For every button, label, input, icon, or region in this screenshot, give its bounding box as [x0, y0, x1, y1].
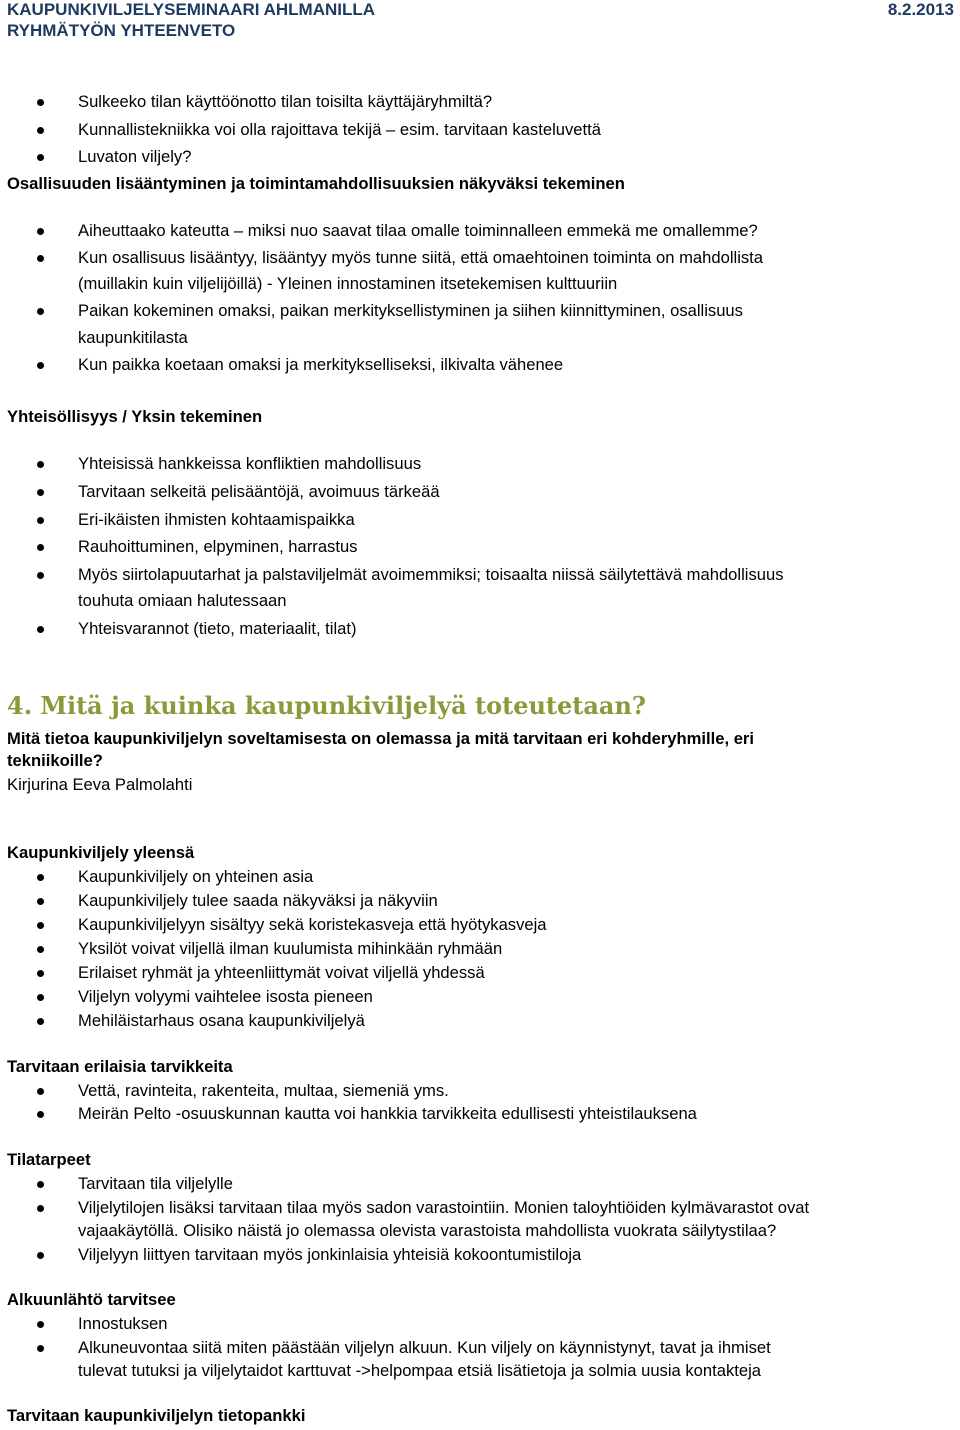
list-item-continuation: (muillakin kuin viljelijöillä) - Yleinen innostaminen itsetekemisen kulttuuriin [78, 274, 618, 293]
list-item: Rauhoittuminen, elpyminen, harrastus [78, 537, 358, 556]
list-item: Vettä, ravinteita, rakenteita, multaa, siemeniä yms. [78, 1081, 449, 1100]
list-item: Viljelyn volyymi vaihtelee isosta pieneen [78, 987, 373, 1006]
list-item: Alkuneuvontaa siitä miten päästään viljelyn alkuun. Kun viljely on käynnistynyt, tavat ja ihmiset [78, 1338, 771, 1357]
section-heading: Kaupunkiviljely yleensä [7, 843, 195, 862]
list-item: Eri-ikäisten ihmisten kohtaamispaikka [78, 510, 355, 529]
list-item: Tarvitaan tila viljelylle [78, 1174, 233, 1193]
bullet-icon [37, 127, 44, 134]
list-item-continuation: kaupunkitilasta [78, 328, 188, 347]
list-item: Kaupunkiviljelyyn sisältyy sekä koristekasveja että hyötykasveja [78, 915, 547, 934]
bullet-icon [37, 228, 44, 235]
bullet-icon [37, 99, 44, 106]
bullet-icon [37, 308, 44, 315]
section-heading: Tarvitaan kaupunkiviljelyn tietopankki [7, 1406, 306, 1425]
list-item: Meirän Pelto -osuuskunnan kautta voi hankkia tarvikkeita edullisesti yhteistilauksena [78, 1104, 697, 1123]
list-item: Kaupunkiviljely on yhteinen asia [78, 867, 314, 886]
section-heading: Osallisuuden lisääntyminen ja toimintamahdollisuuksien näkyväksi tekeminen [7, 174, 625, 193]
list-item: Viljelytilojen lisäksi tarvitaan tilaa myös sadon varastointiin. Monien taloyhtiöiden kylmävarastot ovat [78, 1198, 810, 1217]
list-item: Tarvitaan selkeitä pelisääntöjä, avoimuus tärkeää [78, 482, 440, 501]
list-item: Yhteisvarannot (tieto, materiaalit, tilat) [78, 619, 357, 638]
bullet-icon [37, 255, 44, 262]
document-header [7, 0, 954, 20]
bullet-icon [37, 994, 44, 1001]
list-item: Luvaton viljely? [78, 147, 192, 166]
section-heading: Alkuunlähtö tarvitsee [7, 1290, 176, 1309]
bullet-icon [37, 362, 44, 369]
list-item: Myös siirtolapuutarhat ja palstaviljelmät avoimemmiksi; toisaalta niissä säilytettävä mahdollisuus [78, 565, 784, 584]
list-item: Aiheuttaako kateutta – miksi nuo saavat tilaa omalle toiminnalleen emmekä me omallemme? [78, 221, 758, 240]
bullet-icon [37, 1088, 44, 1095]
bullet-icon [37, 1205, 44, 1212]
list-item: Paikan kokeminen omaksi, paikan merkityksellistyminen ja siihen kiinnittyminen, osallisuus [78, 301, 743, 320]
section-heading: Tilatarpeet [7, 1150, 91, 1169]
list-item-continuation: vajaakäytöllä. Olisiko näistä jo olemassa olevista varastoista mahdollista vuokrata säilytystilaa? [78, 1221, 777, 1240]
section-question: Mitä tietoa kaupunkiviljelyn soveltamisesta on olemassa ja mitä tarvitaan eri kohderyhmille, eri [7, 729, 755, 748]
list-item: Kunnallistekniikka voi olla rajoittava tekijä – esim. tarvitaan kasteluvettä [78, 120, 601, 139]
document-subtitle: RYHMÄTYÖN YHTEENVETO [7, 21, 236, 40]
bullet-icon [37, 874, 44, 881]
list-item: Yksilöt voivat viljellä ilman kuulumista mihinkään ryhmään [78, 939, 503, 958]
section-question-continuation: tekniikoille? [7, 751, 103, 770]
bullet-icon [37, 1345, 44, 1352]
bullet-icon [37, 898, 44, 905]
bullet-icon [37, 626, 44, 633]
list-item: Kaupunkiviljely tulee saada näkyväksi ja näkyviin [78, 891, 438, 910]
section-title: 4. Mitä ja kuinka kaupunkiviljelyä toteutetaan? [7, 691, 646, 720]
list-item: Kun paikka koetaan omaksi ja merkitykselliseksi, ilkivalta vähenee [78, 355, 564, 374]
scribe-note: Kirjurina Eeva Palmolahti [7, 775, 193, 794]
bullet-icon [37, 1321, 44, 1328]
bullet-icon [37, 461, 44, 468]
bullet-icon [37, 1252, 44, 1259]
bullet-icon [37, 544, 44, 551]
section-heading: Yhteisöllisyys / Yksin tekeminen [7, 407, 263, 426]
list-item: Sulkeeko tilan käyttöönotto tilan toisilta käyttäjäryhmiltä? [78, 92, 493, 111]
bullet-icon [37, 572, 44, 579]
bullet-icon [37, 489, 44, 496]
bullet-icon [37, 1181, 44, 1188]
bullet-icon [37, 970, 44, 977]
bullet-icon [37, 154, 44, 161]
bullet-icon [37, 517, 44, 524]
list-item: Erilaiset ryhmät ja yhteenliittymät voivat viljellä yhdessä [78, 963, 485, 982]
document-title: KAUPUNKIVILJELYSEMINAARI AHLMANILLA [7, 0, 376, 19]
list-item: Innostuksen [78, 1314, 168, 1333]
list-item-continuation: tulevat tutuksi ja viljelytaidot karttuvat ->helpompaa etsiä lisätietoja ja solmia uusia kontakteja [78, 1361, 762, 1380]
list-item-continuation: touhuta omiaan halutessaan [78, 591, 287, 610]
bullet-icon [37, 946, 44, 953]
list-item: Viljelyyn liittyen tarvitaan myös jonkinlaisia yhteisiä kokoontumistiloja [78, 1245, 582, 1264]
bullet-icon [37, 922, 44, 929]
bullet-icon [37, 1018, 44, 1025]
bullet-icon [37, 1111, 44, 1118]
list-item: Yhteisissä hankkeissa konfliktien mahdollisuus [78, 454, 422, 473]
section-heading: Tarvitaan erilaisia tarvikkeita [7, 1057, 233, 1076]
document-date: 8.2.2013 [887, 0, 954, 19]
list-item: Mehiläistarhaus osana kaupunkiviljelyä [78, 1011, 365, 1030]
list-item: Kun osallisuus lisääntyy, lisääntyy myös tunne siitä, että omaehtoinen toiminta on mahdollista [78, 248, 764, 267]
